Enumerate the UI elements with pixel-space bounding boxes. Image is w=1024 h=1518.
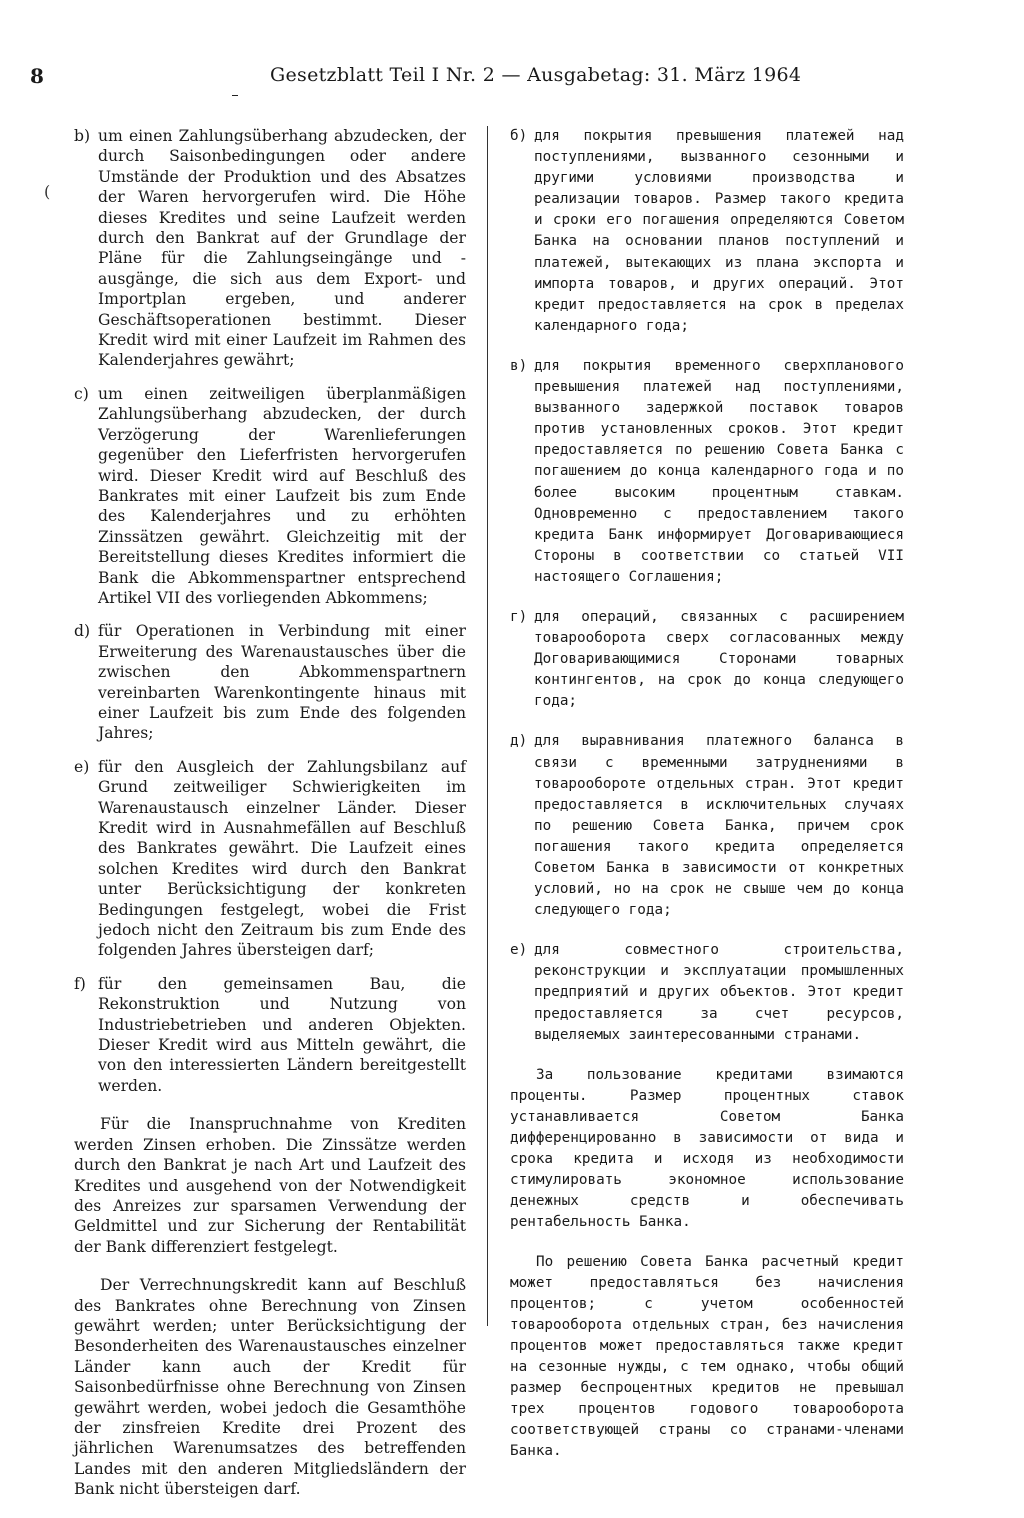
paragraph-interest: Für die Inanspruchnahme von Krediten werden Zinsen erhoben. Die Zinssätze werden durch den Bankrat je nach Art und Laufzeit des Kredites und ausgehend von der Notwendigkeit des Anreizes zur sparsamen Verwendung der Geldmittel und zur Sicherung der Rentabilität der Bank differenziert festgelegt. [74,1115,466,1256]
item-text: для совместного строительства, реконструкции и эксплуатации промышленных предприятий и других объектов. Этот кредит предоставляется за счет ресурсов, выделяемых заинтересованными странами. [534,942,904,1043]
item-text: für Operationen in Verbindung mit einer Erweiterung des Warenaustausches über die zwischen den Abkommenspartnern vereinbarten Warenkontingente hinaus mit einer Laufzeit bis zum Ende des folgenden Jahres; [98,622,466,743]
item-text: um einen Zahlungsüberhang abzudecken, der durch Saisonbedingungen oder andere Umstände der Produktion und des Absatzes der Waren hervorgerufen wird. Die Höhe dieses Kredites und seine Laufzeit werden durch den Bankrat auf der Grundlage der Pläne für die Zahlungseingänge und -ausgänge, die sich aus dem Export- und Importplan ergeben, und anderer Geschäftsoperationen bestimmt. Dieser Kredit wird mit einer Laufzeit im Rahmen des Kalenderjahres gewährt; [98,127,466,370]
margin-mark: ( [44,182,51,201]
item-text: для покрытия превышения платежей над поступлениями, вызванного сезонными и другими условиями производства и реализации товаров. Размер такого кредита и сроки его погашения определяются Советом Банка на основании планов поступлений и платежей, вытекающих из плана экспорта и импорта товаров, и других операций. Этот кредит предоставляется на срок в пределах календарного года; [534,128,904,334]
header-title: Gesetzblatt Teil I Nr. 2 — Ausgabetag: 31. März 1964 [270,64,802,86]
item-text: für den gemeinsamen Bau, die Rekonstruktion und Nutzung von Industriebetrieben und anderen Objekten. Dieser Kredit wird aus Mitteln gewährt, die von den interessierten Ländern bereitgestellt werden. [98,974,466,1095]
russian-column [510,126,904,1480]
list-item-b-ru [510,126,904,337]
list-item-d [74,621,466,743]
item-label: e) [74,757,90,776]
item-text: для выравнивания платежного баланса в связи с временными затруднениями в товарообороте отдельных стран. Этот кредит предоставляется в исключительных случаях по решению Совета Банка, причем срок погашения такого кредита определяется Советом Банка в зависимости от конкретных условий, но на срок не свыше чем до конца следующего года; [534,733,904,919]
list-item-g-ru [510,607,904,712]
item-text: für den Ausgleich der Zahlungsbilanz auf Grund zeitweiliger Schwierigkeiten im Warenaustausch einzelner Länder. Dieser Kredit wird in Ausnahmefällen auf Beschluß des Bankrates gewährt. Die Laufzeit eines solchen Kredites wird durch den Bankrat unter Berücksichtigung der konkreten Bedingungen festgelegt, wobei die Frist jedoch nicht den Zeitraum bis zum Ende des folgenden Jahres übersteigen darf; [98,757,466,960]
item-label: f) [74,974,86,993]
german-column [74,126,466,1518]
paragraph-clearing-credit-ru: По решению Совета Банка расчетный кредит может предоставляться без начисления процентов; с учетом особенностей товарооборота отдельных стран, без начисления процентов может предоставляться также кредит на сезонные нужды, с тем однако, чтобы общий размер беспроцентных кредитов не превышал трех процентов годового товарооборота соответствующей страны со странами-членами Банка. [510,1253,904,1460]
list-item-b [74,126,466,371]
item-label: c) [74,384,89,403]
item-label: б) [510,128,528,144]
item-label: d) [74,622,91,641]
header-mark [232,95,238,96]
list-item-e-ru [510,940,904,1045]
list-item-d-ru [510,731,904,921]
item-label: е) [510,942,528,959]
item-text: um einen zeitweiligen überplanmäßigen Zahlungsüberhang abzudecken, der durch Verzögerung der Warenlieferungen gegenüber den Lieferfristen hervorgerufen wird. Dieser Kredit wird auf Beschluß des Bankrates mit einer Laufzeit bis zum Ende des Kalenderjahres und zu erhöhten Zinssätzen gewährt. Gleichzeitig mit der Bereitstellung dieses Kredites informiert die Bank die Abkommenspartner entsprechend Artikel VII des vorliegenden Abkommens; [98,384,466,607]
item-text: для операций, связанных с расширением товарооборота сверх согласованных между Договаривающимися Сторонами товарных контингентов, на срок до конца следующего года; [534,608,904,710]
list-item-c [74,384,466,608]
column-divider [487,126,488,1326]
list-item-f [74,974,466,1096]
item-label: в) [510,357,528,374]
page-number: 8 [30,64,44,88]
paragraph-clearing-credit: Der Verrechnungskredit kann auf Beschluß des Bankrates ohne Berechnung von Zinsen gewährt werden; unter Berücksichtigung der Besonderheiten des Warenaustausches einzelner Länder kann auch der Kredit für Saisonbedürfnisse ohne Berechnung von Zinsen gewährt werden, wobei jedoch die Gesamthöhe der zinsfreien Kredite drei Prozent des jährlichen Warenumsatzes des betreffenden Landes mit den anderen Mitgliedsländern der Bank nicht übersteigen darf. [74,1276,466,1499]
paragraph-interest-ru: За пользование кредитами взимаются проценты. Размер процентных ставок устанавливается Советом Банка дифференцированно в зависимости от вида и срока кредита и исходя из необходимости стимулировать экономное использование денежных средств и обеспечивать рентабельность Банка. [510,1066,904,1231]
item-label: г) [510,608,528,625]
list-item-v-ru [510,356,904,588]
item-label: b) [74,127,91,145]
item-text: для покрытия временного сверхпланового превышения платежей над поступлениями, вызванного задержкой поставок товаров против установленных сроков. Этот кредит предоставляется по решению Совета Банка с погашением до конца календарного года и по более высоким процентным ставкам. Одновременно с предоставлением такого кредита Банк информирует Договаривающиеся Стороны в соответствии со статьей VII настоящего Соглашения; [534,357,904,585]
item-label: д) [510,733,528,750]
list-item-e [74,757,466,961]
